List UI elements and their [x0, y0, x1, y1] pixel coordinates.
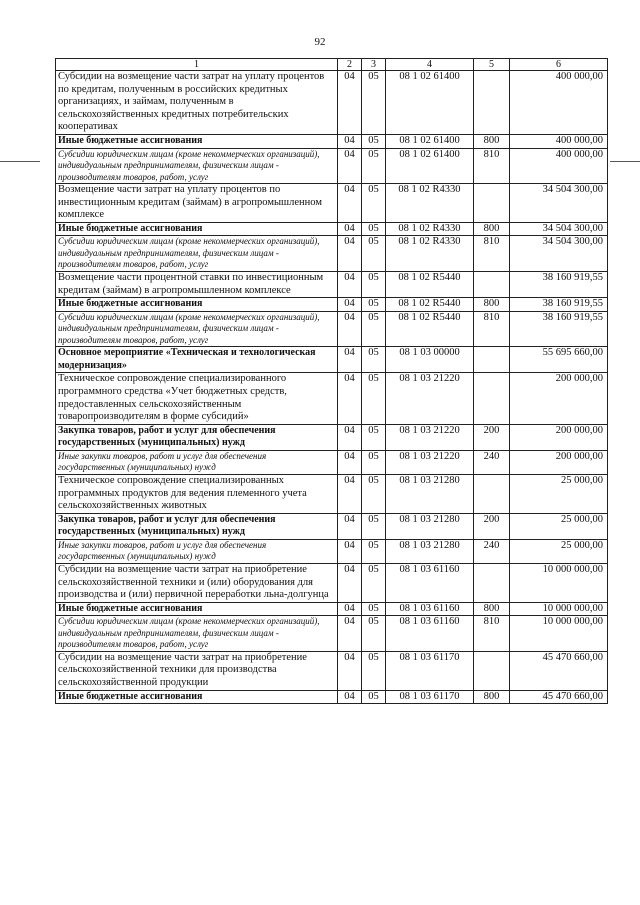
row-expense-type-cell: [474, 563, 510, 602]
table-row: [56, 311, 608, 347]
row-expense-type-cell: [474, 271, 510, 297]
row-name-cell: Иные бюджетные ассигнования: [56, 134, 338, 148]
row-target-article-cell: 08 1 02 R4330: [386, 222, 474, 236]
row-amount-cell: 34 504 300,00: [510, 222, 608, 236]
row-amount-cell: 55 695 660,00: [510, 347, 608, 373]
row-amount-cell: 45 470 660,00: [510, 651, 608, 690]
row-target-article-cell: 08 1 03 21220: [386, 424, 474, 450]
row-section-cell: 04: [338, 148, 362, 184]
table-row: [56, 222, 608, 236]
row-expense-type-cell: [474, 651, 510, 690]
row-section-cell: 04: [338, 474, 362, 513]
row-section-cell: 04: [338, 298, 362, 312]
row-section-cell: 04: [338, 539, 362, 563]
row-amount-cell: 200 000,00: [510, 424, 608, 450]
row-amount-cell: 200 000,00: [510, 450, 608, 474]
row-amount-cell: 400 000,00: [510, 71, 608, 135]
row-subsection-cell: 05: [362, 690, 386, 704]
row-target-article-cell: 08 1 03 61160: [386, 602, 474, 616]
row-name-cell: Субсидии юридическим лицам (кроме некоммерческих организаций), индивидуальным предпринимателям, физическим лицам - производителям товаров, работ, услуг: [56, 311, 338, 347]
row-subsection-cell: 05: [362, 71, 386, 135]
table-row: [56, 373, 608, 424]
row-amount-cell: 38 160 919,55: [510, 298, 608, 312]
row-name-cell: Иные бюджетные ассигнования: [56, 298, 338, 312]
row-target-article-cell: 08 1 02 R4330: [386, 184, 474, 223]
row-expense-type-cell: [474, 474, 510, 513]
table-row: [56, 690, 608, 704]
row-expense-type-cell: 800: [474, 602, 510, 616]
row-amount-cell: 38 160 919,55: [510, 271, 608, 297]
row-expense-type-cell: 810: [474, 148, 510, 184]
margin-mark-left: [0, 161, 40, 162]
row-target-article-cell: 08 1 02 61400: [386, 134, 474, 148]
row-name-cell: Возмещение части затрат на уплату процентов по инвестиционным кредитам (займам) в агропромышленном комплексе: [56, 184, 338, 223]
table-row: [56, 539, 608, 563]
table-header-row: [56, 59, 608, 71]
row-subsection-cell: 05: [362, 236, 386, 272]
table-row: [56, 71, 608, 135]
row-section-cell: 04: [338, 222, 362, 236]
row-name-cell: Субсидии юридическим лицам (кроме некоммерческих организаций), индивидуальным предпринимателям, физическим лицам - производителям товаров, работ, услуг: [56, 616, 338, 652]
row-target-article-cell: 08 1 03 61160: [386, 616, 474, 652]
row-expense-type-cell: 800: [474, 298, 510, 312]
row-subsection-cell: 05: [362, 474, 386, 513]
row-name-cell: Закупка товаров, работ и услуг для обеспечения государственных (муниципальных) нужд: [56, 424, 338, 450]
row-expense-type-cell: 200: [474, 513, 510, 539]
row-name-cell: Субсидии на возмещение части затрат на уплату процентов по кредитам, полученным в российских кредитных организациях, и займам, полученным в сельскохозяйственных кредитных потребительских кооперативах: [56, 71, 338, 135]
row-name-cell: Иные бюджетные ассигнования: [56, 222, 338, 236]
row-target-article-cell: 08 1 03 21280: [386, 513, 474, 539]
row-target-article-cell: 08 1 02 61400: [386, 148, 474, 184]
row-name-cell: Иные закупки товаров, работ и услуг для обеспечения государственных (муниципальных) нужд: [56, 539, 338, 563]
row-expense-type-cell: 240: [474, 539, 510, 563]
row-name-cell: Иные бюджетные ассигнования: [56, 602, 338, 616]
row-target-article-cell: 08 1 02 R5440: [386, 271, 474, 297]
row-amount-cell: 25 000,00: [510, 539, 608, 563]
row-subsection-cell: 05: [362, 539, 386, 563]
row-section-cell: 04: [338, 602, 362, 616]
row-subsection-cell: 05: [362, 651, 386, 690]
row-expense-type-cell: 800: [474, 690, 510, 704]
row-expense-type-cell: [474, 184, 510, 223]
table-row: [56, 184, 608, 223]
row-section-cell: 04: [338, 347, 362, 373]
row-amount-cell: 10 000 000,00: [510, 602, 608, 616]
row-target-article-cell: 08 1 02 R5440: [386, 298, 474, 312]
row-amount-cell: 45 470 660,00: [510, 690, 608, 704]
row-amount-cell: 400 000,00: [510, 134, 608, 148]
row-section-cell: 04: [338, 424, 362, 450]
row-expense-type-cell: 240: [474, 450, 510, 474]
row-expense-type-cell: 810: [474, 236, 510, 272]
header-cell: 1: [56, 59, 338, 71]
budget-table: [55, 58, 608, 704]
row-subsection-cell: 05: [362, 347, 386, 373]
row-subsection-cell: 05: [362, 450, 386, 474]
row-subsection-cell: 05: [362, 616, 386, 652]
row-expense-type-cell: [474, 373, 510, 424]
row-subsection-cell: 05: [362, 298, 386, 312]
row-section-cell: 04: [338, 184, 362, 223]
row-expense-type-cell: 800: [474, 222, 510, 236]
row-name-cell: Техническое сопровождение специализированных программных продуктов для ведения племенного учета сельскохозяйственных животных: [56, 474, 338, 513]
row-name-cell: Субсидии на возмещение части затрат на приобретение сельскохозяйственной техники для производства сельскохозяйственной продукции: [56, 651, 338, 690]
row-subsection-cell: 05: [362, 513, 386, 539]
row-expense-type-cell: 800: [474, 134, 510, 148]
row-subsection-cell: 05: [362, 271, 386, 297]
row-amount-cell: 10 000 000,00: [510, 563, 608, 602]
row-name-cell: Закупка товаров, работ и услуг для обеспечения государственных (муниципальных) нужд: [56, 513, 338, 539]
row-subsection-cell: 05: [362, 184, 386, 223]
header-cell: 2: [338, 59, 362, 71]
row-name-cell: Субсидии на возмещение части затрат на приобретение сельскохозяйственной техники и (или) оборудования для производства и (или) первичной переработки льна-долгунца: [56, 563, 338, 602]
table-row: [56, 563, 608, 602]
row-target-article-cell: 08 1 03 61170: [386, 690, 474, 704]
table-row: [56, 298, 608, 312]
row-section-cell: 04: [338, 563, 362, 602]
row-section-cell: 04: [338, 373, 362, 424]
row-expense-type-cell: [474, 347, 510, 373]
header-cell: 3: [362, 59, 386, 71]
row-section-cell: 04: [338, 236, 362, 272]
row-target-article-cell: 08 1 03 00000: [386, 347, 474, 373]
table-row: [56, 474, 608, 513]
row-expense-type-cell: 810: [474, 311, 510, 347]
row-subsection-cell: 05: [362, 373, 386, 424]
table-row: [56, 236, 608, 272]
header-cell: 5: [474, 59, 510, 71]
row-name-cell: Возмещение части процентной ставки по инвестиционным кредитам (займам) в агропромышленном комплексе: [56, 271, 338, 297]
row-amount-cell: 25 000,00: [510, 474, 608, 513]
table-row: [56, 651, 608, 690]
row-expense-type-cell: 200: [474, 424, 510, 450]
row-amount-cell: 10 000 000,00: [510, 616, 608, 652]
row-target-article-cell: 08 1 03 61170: [386, 651, 474, 690]
row-target-article-cell: 08 1 03 21220: [386, 373, 474, 424]
row-subsection-cell: 05: [362, 424, 386, 450]
table-row: [56, 148, 608, 184]
row-target-article-cell: 08 1 03 21280: [386, 539, 474, 563]
row-section-cell: 04: [338, 71, 362, 135]
header-cell: 4: [386, 59, 474, 71]
row-subsection-cell: 05: [362, 602, 386, 616]
table-row: [56, 513, 608, 539]
page-number: 92: [314, 36, 326, 48]
row-subsection-cell: 05: [362, 148, 386, 184]
row-subsection-cell: 05: [362, 563, 386, 602]
row-amount-cell: 400 000,00: [510, 148, 608, 184]
row-section-cell: 04: [338, 271, 362, 297]
table-row: [56, 271, 608, 297]
row-section-cell: 04: [338, 513, 362, 539]
row-subsection-cell: 05: [362, 311, 386, 347]
row-amount-cell: 25 000,00: [510, 513, 608, 539]
table-row: [56, 602, 608, 616]
row-expense-type-cell: [474, 71, 510, 135]
row-expense-type-cell: 810: [474, 616, 510, 652]
table-row: [56, 616, 608, 652]
row-section-cell: 04: [338, 616, 362, 652]
row-section-cell: 04: [338, 690, 362, 704]
row-name-cell: Иные закупки товаров, работ и услуг для обеспечения государственных (муниципальных) нужд: [56, 450, 338, 474]
row-section-cell: 04: [338, 450, 362, 474]
row-section-cell: 04: [338, 651, 362, 690]
row-target-article-cell: 08 1 03 21220: [386, 450, 474, 474]
row-name-cell: Иные бюджетные ассигнования: [56, 690, 338, 704]
table-row: [56, 134, 608, 148]
row-name-cell: Основное мероприятие «Техническая и технологическая модернизация»: [56, 347, 338, 373]
header-cell: 6: [510, 59, 608, 71]
table-row: [56, 450, 608, 474]
row-amount-cell: 34 504 300,00: [510, 236, 608, 272]
row-name-cell: Субсидии юридическим лицам (кроме некоммерческих организаций), индивидуальным предпринимателям, физическим лицам - производителям товаров, работ, услуг: [56, 236, 338, 272]
row-subsection-cell: 05: [362, 134, 386, 148]
row-target-article-cell: 08 1 02 R4330: [386, 236, 474, 272]
row-name-cell: Техническое сопровождение специализированного программного средства «Учет бюджетных средств, предоставленных сельскохозяйственным товаропроизводителям в форме субсидий»: [56, 373, 338, 424]
table-row: [56, 347, 608, 373]
row-subsection-cell: 05: [362, 222, 386, 236]
row-amount-cell: 38 160 919,55: [510, 311, 608, 347]
row-target-article-cell: 08 1 03 21280: [386, 474, 474, 513]
row-target-article-cell: 08 1 03 61160: [386, 563, 474, 602]
row-amount-cell: 200 000,00: [510, 373, 608, 424]
row-section-cell: 04: [338, 134, 362, 148]
row-amount-cell: 34 504 300,00: [510, 184, 608, 223]
row-target-article-cell: 08 1 02 61400: [386, 71, 474, 135]
margin-mark-right: [610, 161, 640, 162]
row-name-cell: Субсидии юридическим лицам (кроме некоммерческих организаций), индивидуальным предпринимателям, физическим лицам - производителям товаров, работ, услуг: [56, 148, 338, 184]
table-row: [56, 424, 608, 450]
row-section-cell: 04: [338, 311, 362, 347]
row-target-article-cell: 08 1 02 R5440: [386, 311, 474, 347]
